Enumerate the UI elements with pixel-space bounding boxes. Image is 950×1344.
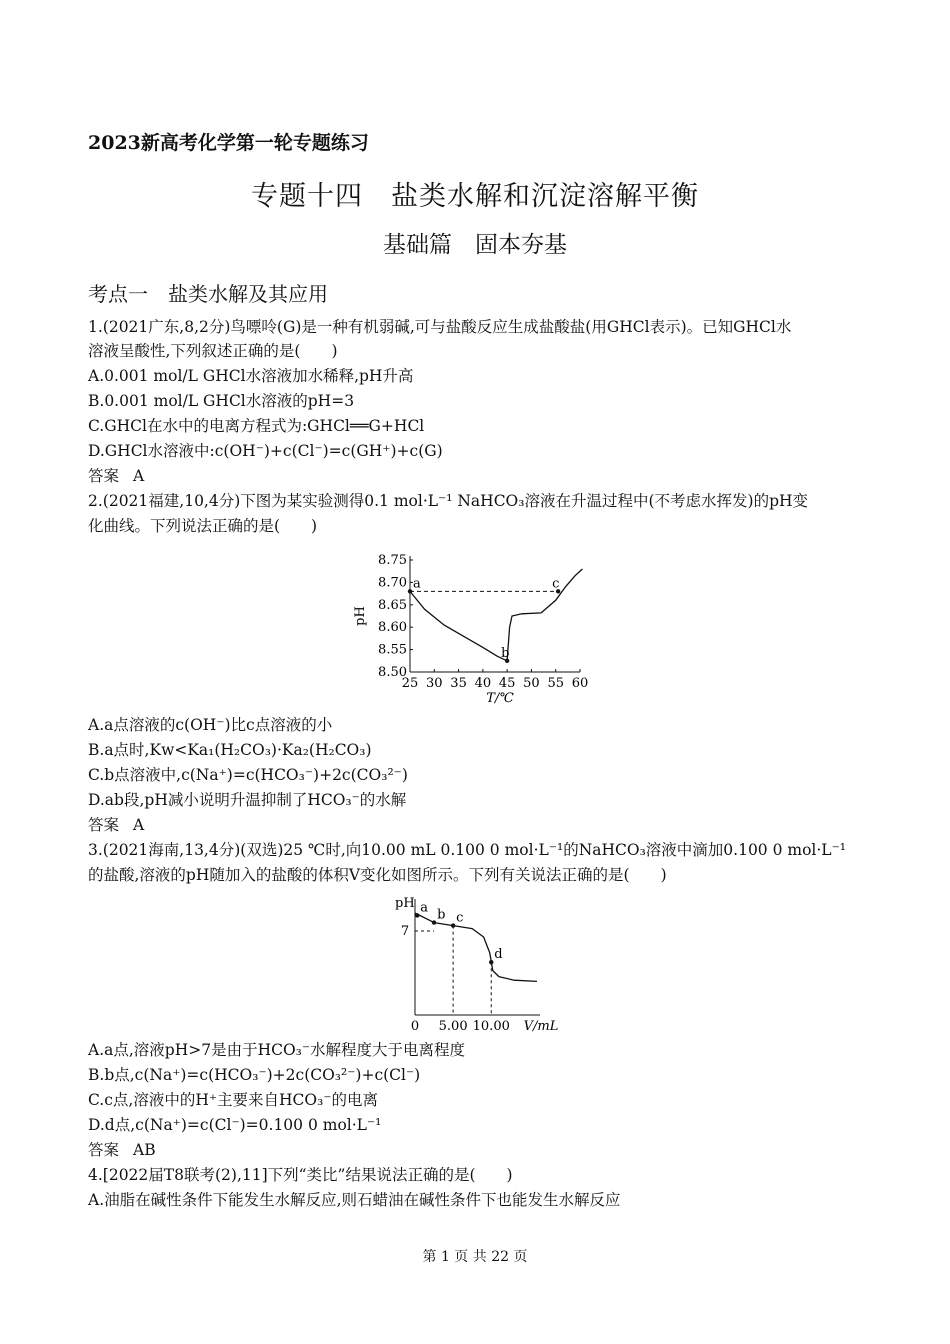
part-title: 基础篇 固本夯基 bbox=[383, 232, 567, 258]
y-tick-label: 8.55 bbox=[378, 642, 407, 658]
q1-answer bbox=[88, 466, 144, 486]
answer-value: AB bbox=[133, 1141, 156, 1159]
q1-option-b: B.0.001 mol/L GHCl水溶液的pH=3 bbox=[88, 392, 355, 410]
point-c bbox=[451, 923, 455, 927]
x-tick-label: 30 bbox=[426, 676, 443, 691]
y-axis-label: pH bbox=[395, 896, 415, 911]
q2-option-b: B.a点时,Kw<Ka₁(H₂CO₃)·Ka₂(H₂CO₃) bbox=[88, 741, 372, 759]
answer-value: A bbox=[133, 467, 145, 485]
x-axis-label: T/℃ bbox=[486, 691, 514, 706]
q2-option-d: D.ab段,pH减小说明升温抑制了HCO₃⁻的水解 bbox=[88, 791, 407, 809]
q1-option-c: C.GHCl在水中的电离方程式为:GHCl══G+HCl bbox=[88, 417, 425, 435]
y-tick-label: 7 bbox=[400, 924, 410, 939]
point-a bbox=[408, 589, 412, 593]
x-tick-label: 0 bbox=[410, 1019, 420, 1033]
point-label-b: b bbox=[437, 907, 446, 923]
point-label-c: c bbox=[552, 576, 560, 592]
point-label-b: b bbox=[501, 645, 510, 661]
q3-option-d: D.d点,c(Na⁺)=c(Cl⁻)=0.100 0 mol·L⁻¹ bbox=[88, 1116, 382, 1134]
q2-answer bbox=[88, 815, 144, 835]
answer-label: 答案 bbox=[88, 816, 120, 834]
q2-option-a: A.a点溶液的c(OH⁻)比c点溶液的小 bbox=[88, 716, 333, 734]
y-tick-label: 8.65 bbox=[378, 597, 407, 613]
answer-label: 答案 bbox=[88, 467, 120, 485]
x-tick-label: 60 bbox=[571, 676, 589, 691]
y-tick-label: 8.70 bbox=[378, 575, 407, 591]
ph-temperature-chart bbox=[350, 548, 600, 708]
x-tick-label: 55 bbox=[547, 676, 564, 691]
answer-label: 答案 bbox=[88, 1141, 120, 1159]
x-tick-label: 5.00 bbox=[438, 1019, 468, 1033]
series-title: 2023新高考化学第一轮专题练习 bbox=[88, 132, 369, 154]
q2-stem-line-1: 2.(2021福建,10,4分)下图为某实验测得0.1 mol·L⁻¹ NaHCO₃溶液在升温过程中(不考虑水挥发)的pH变 bbox=[88, 492, 809, 510]
q3-answer bbox=[88, 1140, 156, 1160]
q4-stem-line-1: 4.[2022届T8联考(2),11]下列“类比”结果说法正确的是( ) bbox=[88, 1166, 513, 1184]
y-tick-label: 8.60 bbox=[378, 620, 407, 636]
q1-option-a: A.0.001 mol/L GHCl水溶液加水稀释,pH升高 bbox=[88, 367, 414, 385]
q3-option-c: C.c点,溶液中的H⁺主要来自HCO₃⁻的电离 bbox=[88, 1091, 379, 1109]
y-axis-label: pH bbox=[353, 606, 368, 626]
x-tick-label: 45 bbox=[498, 676, 516, 691]
x-axis-label: V/mL bbox=[523, 1019, 559, 1033]
ph-volume-chart bbox=[385, 893, 575, 1033]
point-label-d: d bbox=[494, 947, 503, 963]
y-tick-label: 8.75 bbox=[378, 553, 407, 568]
q1-stem-line-2: 溶液呈酸性,下列叙述正确的是( ) bbox=[88, 342, 338, 360]
x-tick-label: 50 bbox=[523, 676, 540, 691]
q1-stem-line-1: 1.(2021广东,8,2分)鸟嘌呤(G)是一种有机弱碱,可与盐酸反应生成盐酸盐(用GHCl表示)。已知GHCl水 bbox=[88, 318, 792, 336]
y-tick-label: 8.50 bbox=[378, 665, 407, 680]
x-tick-label: 25 bbox=[401, 676, 419, 691]
x-tick-label: 10.00 bbox=[472, 1019, 510, 1033]
answer-value: A bbox=[133, 816, 145, 834]
q3-option-a: A.a点,溶液pH>7是由于HCO₃⁻水解程度大于电离程度 bbox=[88, 1041, 466, 1059]
point-heading: 考点一 盐类水解及其应用 bbox=[88, 282, 328, 306]
point-b bbox=[432, 920, 436, 924]
page-footer: 第 1 页 共 22 页 bbox=[422, 1249, 528, 1265]
q2-option-c: C.b点溶液中,c(Na⁺)=c(HCO₃⁻)+2c(CO₃²⁻) bbox=[88, 766, 408, 784]
point-label-a: a bbox=[420, 900, 429, 916]
point-label-c: c bbox=[456, 910, 464, 926]
q2-stem-line-2: 化曲线。下列说法正确的是( ) bbox=[88, 517, 318, 535]
point-a bbox=[415, 913, 419, 917]
q4-option-a: A.油脂在碱性条件下能发生水解反应,则石蜡油在碱性条件下也能发生水解反应 bbox=[88, 1191, 621, 1209]
point-d bbox=[489, 960, 493, 964]
point-label-a: a bbox=[413, 576, 421, 592]
q1-option-d: D.GHCl水溶液中:c(OH⁻)+c(Cl⁻)=c(GH⁺)+c(G) bbox=[88, 442, 443, 460]
q3-option-b: B.b点,c(Na⁺)=c(HCO₃⁻)+2c(CO₃²⁻)+c(Cl⁻) bbox=[88, 1066, 421, 1084]
chapter-title: 专题十四 盐类水解和沉淀溶解平衡 bbox=[251, 181, 699, 212]
q3-stem-line-1: 3.(2021海南,13,4分)(双选)25 ℃时,向10.00 mL 0.100 0 mol·L⁻¹的NaHCO₃溶液中滴加0.100 0 mol·L⁻¹ bbox=[88, 841, 846, 859]
x-tick-label: 35 bbox=[450, 676, 467, 691]
q3-stem-line-2: 的盐酸,溶液的pH随加入的盐酸的体积V变化如图所示。下列有关说法正确的是( ) bbox=[88, 866, 667, 884]
x-tick-label: 40 bbox=[474, 676, 492, 691]
